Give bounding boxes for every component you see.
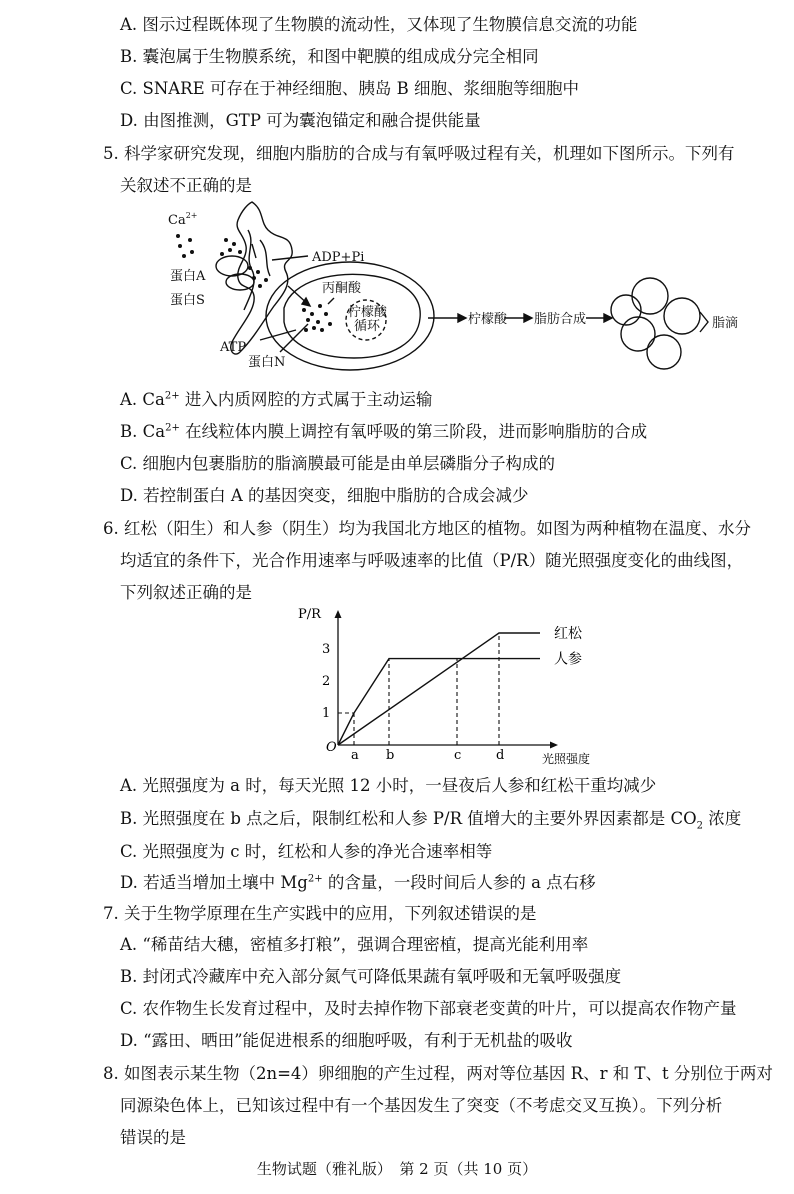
lipid-droplet — [621, 317, 655, 351]
q7-option-b: B. 封闭式冷藏库中充入部分氮气可降低果蔬有氧呼吸和无氧呼吸强度 — [120, 967, 622, 986]
label-protein-s: 蛋白S — [170, 293, 205, 308]
label-protein-a: 蛋白A — [170, 269, 206, 284]
x-axis-arrow — [550, 742, 558, 749]
label-citric-cycle-2: 循环 — [354, 319, 381, 334]
label-pyruvate: 丙酮酸 — [322, 281, 362, 296]
series-line — [338, 659, 540, 745]
protein-a-complex — [216, 256, 248, 276]
pr-chart — [290, 602, 620, 774]
q7-stem: 7. 关于生物学原理在生产实践中的应用，下列叙述错误的是 — [103, 904, 537, 923]
label-citric-cycle-1: 柠檬酸 — [348, 305, 388, 320]
q6-option-a: A. 光照强度为 a 时，每天光照 12 小时，一昼夜后人参和红松干重均减少 — [120, 776, 657, 795]
x-tick-label: c — [454, 748, 462, 763]
q7-option-d: D. “露田、晒田”能促进根系的细胞呼吸，有利于无机盐的吸收 — [120, 1031, 573, 1050]
x-tick-label: b — [386, 748, 395, 763]
q5-option-d: D. 若控制蛋白 A 的基因突变，细胞中脂肪的合成会减少 — [120, 486, 529, 505]
y-tick-label: 2 — [322, 674, 331, 689]
label-atp: ATP — [220, 340, 247, 355]
y-axis-label: P/R — [298, 607, 321, 622]
q8-stem-line-1: 8. 如图表示某生物（2n=4）卵细胞的产生过程，两对等位基因 R、r 和 T、t 分别位于两对 — [103, 1064, 773, 1083]
q8-stem-line-3: 错误的是 — [120, 1128, 186, 1147]
q5-stem-line-1: 5. 科学家研究发现，细胞内脂肪的合成与有氧呼吸过程有关，机理如下图所示。下列有 — [103, 144, 735, 163]
series-label: 红松 — [554, 626, 582, 642]
lipid-droplet — [664, 298, 700, 334]
q5-option-b: B. $Ca^{2+}$ 在线粒体内膜上调控有氧呼吸的第三阶段，进而影响脂肪的合成 — [120, 422, 648, 441]
x-tick-label: a — [351, 748, 359, 763]
y-tick-label: 1 — [322, 706, 331, 721]
label-lipid-droplet: 脂滴 — [712, 316, 739, 331]
label-ca: $Ca^{2+}$ — [168, 211, 198, 228]
q8-stem-line-2: 同源染色体上，已知该过程中有一个基因发生了突变（不考虑交叉互换）。下列分析 — [120, 1096, 723, 1115]
er-membrane — [231, 202, 292, 354]
q5-figure — [160, 200, 760, 376]
origin-label: O — [326, 740, 337, 755]
lipid-droplet — [632, 278, 668, 314]
q4-option-a: A. 图示过程既体现了生物膜的流动性，又体现了生物膜信息交流的功能 — [120, 15, 638, 34]
q6-option-d: D. 若适当增加土壤中 $Mg^{2+}$ 的含量，一段时间后人参的 a 点右移 — [120, 873, 596, 892]
q6-stem-line-1: 6. 红松（阳生）和人参（阴生）均为我国北方地区的植物。如图为两种植物在温度、水分 — [103, 519, 751, 538]
q7-option-a: A. “稀苗结大穗，密植多打粮”，强调合理密植，提高光能利用率 — [120, 935, 589, 954]
q5-stem-line-2: 关叙述不正确的是 — [120, 176, 252, 195]
q4-option-d: D. 由图推测，GTP 可为囊泡锚定和融合提供能量 — [120, 111, 481, 130]
series-line — [338, 633, 540, 745]
y-axis-arrow — [335, 610, 342, 618]
q5-option-a: A. $Ca^{2+}$ 进入内质网腔的方式属于主动运输 — [120, 390, 433, 409]
lipid-droplet — [611, 295, 641, 325]
q6-option-b: B. 光照强度在 b 点之后，限制红松和人参 P/R 值增大的主要外界因素都是 $CO_2$ 浓度 — [120, 809, 742, 832]
q6-option-c: C. 光照强度为 c 时，红松和人参的净光合速率相等 — [120, 842, 493, 861]
x-axis-label: 光照强度 — [542, 752, 591, 766]
q4-option-b: B. 囊泡属于生物膜系统，和图中靶膜的组成成分完全相同 — [120, 47, 539, 66]
page-footer: 生物试题（雅礼版） 第 2 页（共 10 页） — [256, 1160, 538, 1178]
q6-stem-line-3: 下列叙述正确的是 — [120, 583, 252, 602]
label-citric-acid: 柠檬酸 — [468, 312, 508, 327]
lipid-droplet — [647, 335, 681, 369]
q6-stem-line-2: 均适宜的条件下，光合作用速率与呼吸速率的比值（P/R）随光照强度变化的曲线图， — [120, 551, 744, 570]
q4-option-c: C. SNARE 可存在于神经细胞、胰岛 B 细胞、浆细胞等细胞中 — [120, 79, 580, 98]
q5-option-c: C. 细胞内包裹脂肪的脂滴膜最可能是由单层磷脂分子构成的 — [120, 454, 556, 473]
q7-option-c: C. 农作物生长发育过程中，及时去掉作物下部衰老变黄的叶片，可以提高农作物产量 — [120, 999, 737, 1018]
label-fat-synthesis: 脂肪合成 — [534, 312, 587, 327]
series-label: 人参 — [554, 651, 582, 668]
label-adp-pi: ADP+Pi — [312, 250, 365, 265]
y-tick-label: 3 — [322, 642, 331, 657]
x-tick-label: d — [496, 748, 505, 763]
label-protein-n: 蛋白N — [248, 355, 286, 370]
